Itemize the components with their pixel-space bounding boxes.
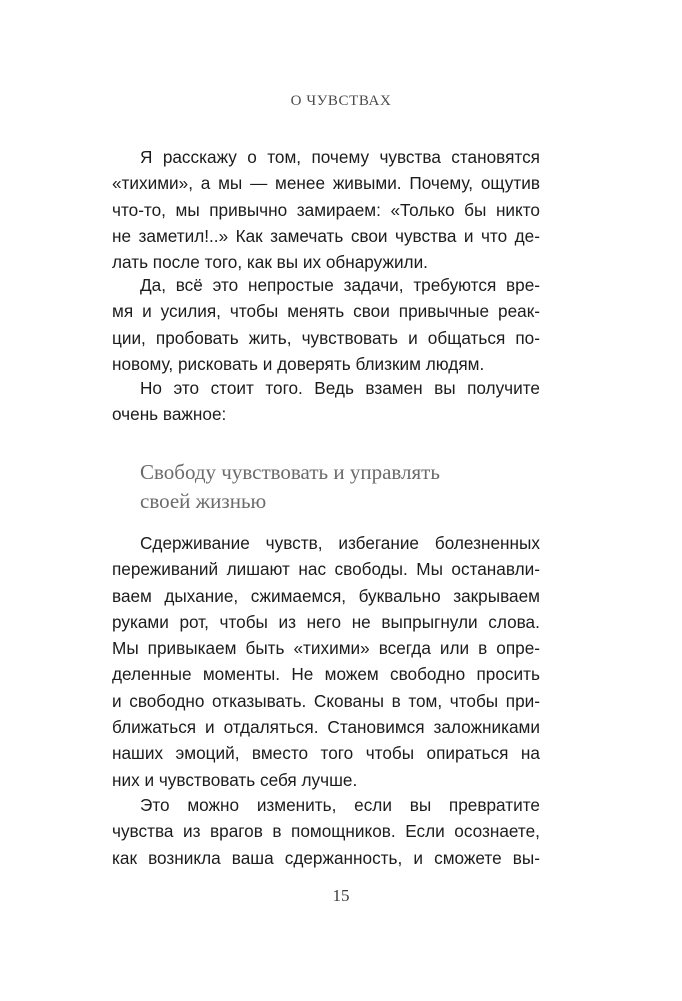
text-line: Но это стоит того. Ведь взамен вы получите — [140, 378, 540, 398]
paragraph — [112, 792, 540, 871]
text-line: них и чувствовать себя лучше. — [112, 769, 358, 790]
text-line: Я расскажу о том, почему чувства становятся — [140, 147, 540, 167]
text-line: Да, всё это непростые задачи, требуются вре- — [140, 275, 540, 295]
text-line: лать после того, как вы их обнаружили. — [112, 252, 428, 273]
text-line: очень важное: — [112, 404, 227, 425]
text-line: Мы привыкаем быть «тихими» всегда или в опре- — [112, 638, 540, 659]
text-line: Это можно изменить, если вы превратите — [140, 795, 540, 815]
section-heading-line: Свободу чувствовать и управлять — [140, 460, 440, 484]
paragraph — [112, 375, 540, 428]
paragraph — [112, 144, 540, 275]
section-heading — [140, 458, 540, 516]
text-line: как возникла ваша сдержанность, и сможете вы- — [112, 847, 540, 868]
text-line: и свободно отказывать. Скованы в том, чтобы при- — [112, 690, 540, 711]
text-line: наших эмоций, вместо того чтобы опираться на — [112, 743, 540, 764]
text-line: Сдерживание чувств, избегание болезненных — [140, 533, 540, 553]
section-heading-line: своей жизнью — [140, 489, 267, 513]
text-line: не заметил!..» Как замечать свои чувства и что де- — [112, 225, 540, 246]
page-number: 15 — [332, 886, 350, 905]
text-line: мя и усилия, чтобы менять свои привычные реак- — [112, 301, 540, 322]
running-head: О ЧУВСТВАХ — [290, 93, 392, 109]
paragraph — [112, 530, 540, 793]
paragraph — [112, 272, 540, 377]
text-line: ции, пробовать жить, чувствовать и общаться по- — [112, 327, 540, 348]
text-line: что-то, мы привычно замираем: «Только бы никто — [112, 199, 540, 220]
text-line: новому, рисковать и доверять близким людям. — [112, 353, 485, 374]
text-line: ваем дыхание, сжимаемся, буквально закрываем — [112, 585, 540, 606]
text-line: руками рот, чтобы из него не выпрыгнули слова. — [112, 611, 540, 632]
text-line: переживаний лишают нас свободы. Мы останавли- — [112, 559, 540, 580]
text-line: «тихими», а мы — менее живыми. Почему, ощутив — [112, 173, 540, 194]
text-line: деленные моменты. Не можем свободно просить — [112, 664, 540, 685]
text-line: ближаться и отдаляться. Становимся заложниками — [112, 717, 540, 738]
text-line: чувства из врагов в помощников. Если осознаете, — [112, 821, 540, 842]
